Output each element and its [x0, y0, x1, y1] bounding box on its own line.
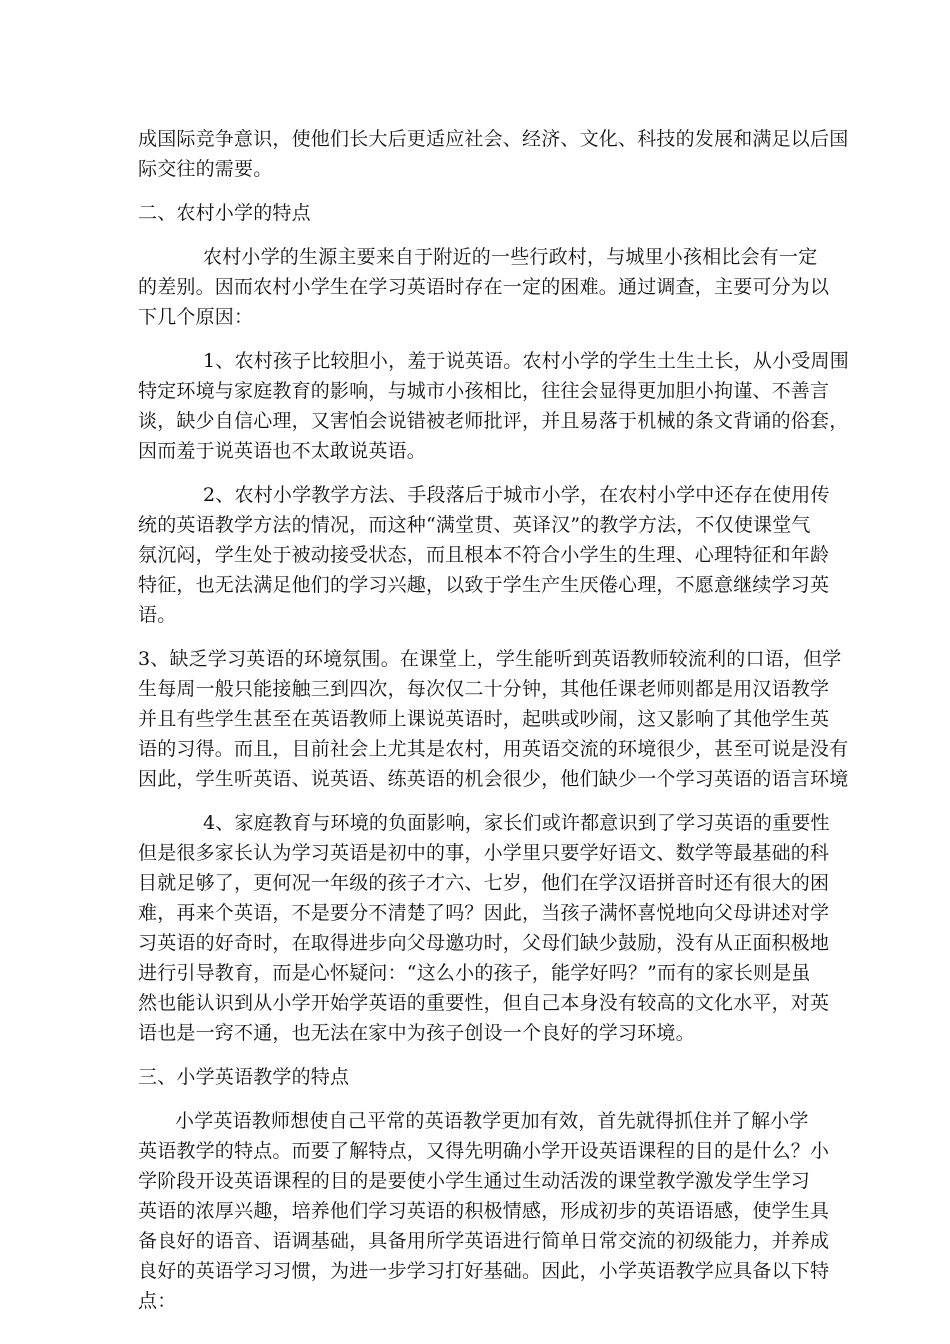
text-line: 进行引导教育，而是心怀疑问：“这么小的孩子，能学好吗？”而有的家长则是虽: [138, 962, 811, 984]
text-line: 语也是一窍不通，也无法在家中为孩子创设一个良好的学习环境。: [138, 1022, 695, 1044]
text-line: 小学英语教师想使自己平常的英语教学更加有效，首先就得抓住并了解小学: [175, 1110, 809, 1132]
text-line: 成国际竞争意识，使他们长大后更适应社会、经济、文化、科技的发展和满足以后国: [138, 128, 849, 150]
text-line: 习英语的好奇时，在取得进步向父母邀功时，父母们缺少鼓励，没有从正面积极地: [138, 932, 830, 954]
text-line: 英语教学的特点。而要了解特点，又得先明确小学开设英语课程的目的是什么？小: [138, 1140, 830, 1162]
text-line: 语。: [138, 604, 177, 626]
text-line: 际交往的需要。: [138, 158, 273, 180]
text-line: 统的英语教学方法的情况，而这种“满堂贯、英译汉”的教学方法，不仅使课堂气: [138, 514, 811, 536]
text-line: 1、农村孩子比较胆小，羞于说英语。农村小学的学生土生土长，从小受周围: [203, 350, 849, 372]
text-line: 点：: [138, 1290, 177, 1312]
text-line: 因此，学生听英语、说英语、练英语的机会很少，他们缺少一个学习英语的语言环境: [138, 768, 849, 790]
text-line: 目就足够了，更何况一年级的孩子才六、七岁，他们在学汉语拼音时还有很大的困: [138, 872, 830, 894]
text-line: 的差别。因而农村小学生在学习英语时存在一定的困难。通过调查，主要可分为以: [138, 276, 830, 298]
text-line: 英语的浓厚兴趣，培养他们学习英语的积极情感，形成初步的英语语感，使学生具: [138, 1200, 830, 1222]
text-line: 学阶段开设英语课程的目的是要使小学生通过生动活泼的课堂教学激发学生学习: [138, 1170, 811, 1192]
text-line: 4、家庭教育与环境的负面影响，家长们或许都意识到了学习英语的重要性: [203, 812, 830, 834]
text-line: 并且有些学生甚至在英语教师上课说英语时，起哄或吵闹，这又影响了其他学生英: [138, 708, 830, 730]
section-heading: 三、小学英语教学的特点: [138, 1066, 350, 1088]
text-line: 生每周一般只能接触三到四次，每次仅二十分钟，其他任课老师则都是用汉语教学: [138, 678, 830, 700]
text-line: 因而羞于说英语也不太敢说英语。: [138, 440, 427, 462]
text-line: 难，再来个英语，不是要分不清楚了吗？因此，当孩子满怀喜悦地向父母讲述对学: [138, 902, 830, 924]
text-line: 3、缺乏学习英语的环境氛围。在课堂上，学生能听到英语教师较流利的口语，但学: [138, 648, 842, 670]
text-line: 然也能认识到从小学开始学英语的重要性，但自己本身没有较高的文化水平，对英: [138, 992, 830, 1014]
section-heading: 二、农村小学的特点: [138, 202, 311, 224]
text-line: 农村小学的生源主要来自于附近的一些行政村，与城里小孩相比会有一定: [203, 246, 818, 268]
text-line: 2、农村小学教学方法、手段落后于城市小学，在农村小学中还存在使用传: [203, 484, 830, 506]
text-line: 下几个原因：: [138, 306, 254, 328]
text-line: 特征，也无法满足他们的学习兴趣，以致于学生产生厌倦心理，不愿意继续学习英: [138, 574, 830, 596]
text-line: 但是很多家长认为学习英语是初中的事，小学里只要学好语文、数学等最基础的科: [138, 842, 830, 864]
text-line: 语的习得。而且，目前社会上尤其是农村，用英语交流的环境很少，甚至可说是没有: [138, 738, 849, 760]
text-line: 特定环境与家庭教育的影响，与城市小孩相比，往往会显得更加胆小拘谨、不善言: [138, 380, 830, 402]
text-line: 氛沉闷，学生处于被动接受状态，而且根本不符合小学生的生理、心理特征和年龄: [138, 544, 830, 566]
text-line: 谈，缺少自信心理，又害怕会说错被老师批评，并且易落于机械的条文背诵的俗套，: [138, 410, 849, 432]
text-line: 良好的英语学习习惯，为进一步学习打好基础。因此，小学英语教学应具备以下特: [138, 1260, 830, 1282]
text-line: 备良好的语音、语调基础，具备用所学英语进行简单日常交流的初级能力，并养成: [138, 1230, 830, 1252]
